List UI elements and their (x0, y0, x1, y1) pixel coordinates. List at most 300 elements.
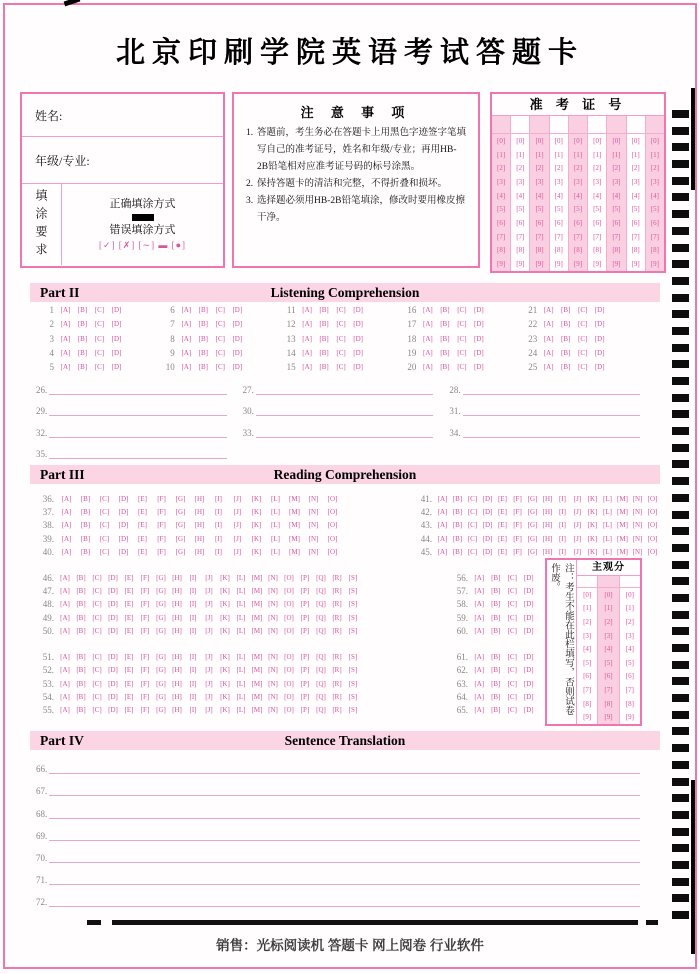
bubble-I[interactable]: [I] (559, 547, 566, 556)
digit-bubble-5[interactable]: [5] (516, 205, 525, 214)
bubble-J[interactable]: [J] (205, 626, 213, 635)
bubble-I[interactable]: [I] (189, 666, 197, 675)
digit-bubble-5[interactable]: [5] (535, 205, 544, 214)
bubble-B[interactable]: [B] (77, 306, 88, 315)
bubble-A[interactable]: [A] (543, 320, 554, 329)
bubble-H[interactable]: [H] (194, 521, 205, 530)
bubble-F[interactable]: [F] (140, 693, 150, 702)
bubble-D[interactable]: [D] (474, 306, 484, 315)
bubble-D[interactable]: [D] (108, 626, 118, 635)
digit-bubble-4[interactable]: [4] (554, 191, 563, 200)
digit-bubble-1[interactable]: [1] (583, 604, 592, 613)
bubble-C[interactable]: [C] (457, 334, 467, 343)
bubble-B[interactable]: [B] (491, 679, 501, 688)
bubble-I[interactable]: [I] (189, 600, 197, 609)
bubble-C[interactable]: [C] (92, 586, 102, 595)
bubble-D[interactable]: [D] (232, 363, 243, 372)
bubble-H[interactable]: [H] (172, 693, 182, 702)
bubble-J[interactable]: [J] (233, 534, 242, 543)
bubble-A[interactable]: [A] (423, 306, 433, 315)
bubble-M[interactable]: [M] (289, 547, 300, 556)
bubble-I[interactable]: [I] (189, 573, 197, 582)
bubble-C[interactable]: [C] (92, 706, 102, 715)
bubble-B[interactable]: [B] (76, 706, 86, 715)
bubble-O[interactable]: [O] (284, 706, 294, 715)
bubble-A[interactable]: [A] (437, 547, 448, 556)
bubble-C[interactable]: [C] (92, 653, 102, 662)
bubble-C[interactable]: [C] (507, 679, 517, 688)
digit-bubble-1[interactable]: [1] (625, 604, 634, 613)
bubble-O[interactable]: [O] (284, 653, 294, 662)
answer-write-line[interactable] (49, 897, 640, 907)
bubble-C[interactable]: [C] (92, 626, 102, 635)
bubble-Q[interactable]: [Q] (316, 600, 326, 609)
bubble-K[interactable]: [K] (220, 626, 230, 635)
bubble-B[interactable]: [B] (319, 349, 329, 358)
digit-bubble-4[interactable]: [4] (625, 645, 634, 654)
bubble-B[interactable]: [B] (77, 349, 88, 358)
bubble-C[interactable]: [C] (578, 334, 588, 343)
digit-bubble-8[interactable]: [8] (631, 246, 640, 255)
bubble-N[interactable]: [N] (268, 586, 278, 595)
bubble-C[interactable]: [C] (336, 334, 346, 343)
bubble-B[interactable]: [B] (491, 600, 501, 609)
bubble-J[interactable]: [J] (205, 666, 213, 675)
digit-bubble-7[interactable]: [7] (516, 232, 525, 241)
digit-bubble-3[interactable]: [3] (497, 177, 506, 186)
bubble-S[interactable]: [S] (348, 679, 358, 688)
digit-bubble-1[interactable]: [1] (497, 150, 506, 159)
bubble-H[interactable]: [H] (194, 494, 205, 503)
digit-bubble-8[interactable]: [8] (650, 246, 659, 255)
digit-bubble-9[interactable]: [9] (573, 260, 583, 269)
digit-write-cell[interactable] (511, 116, 529, 134)
bubble-A[interactable]: [A] (61, 534, 72, 543)
bubble-R[interactable]: [R] (332, 679, 342, 688)
bubble-N[interactable]: [N] (268, 706, 278, 715)
bubble-A[interactable]: [A] (474, 600, 485, 609)
bubble-A[interactable]: [A] (181, 334, 192, 343)
bubble-B[interactable]: [B] (80, 547, 91, 556)
bubble-A[interactable]: [A] (302, 306, 312, 315)
digit-bubble-5[interactable]: [5] (625, 658, 634, 667)
bubble-B[interactable]: [B] (76, 586, 86, 595)
bubble-B[interactable]: [B] (76, 626, 86, 635)
bubble-N[interactable]: [N] (268, 573, 278, 582)
bubble-D[interactable]: [D] (108, 666, 118, 675)
bubble-D[interactable]: [D] (523, 666, 534, 675)
digit-bubble-6[interactable]: [6] (497, 219, 506, 228)
bubble-O[interactable]: [O] (284, 573, 294, 582)
answer-write-line[interactable] (256, 406, 433, 416)
digit-bubble-0[interactable]: [0] (604, 590, 613, 599)
bubble-C[interactable]: [C] (215, 306, 225, 315)
bubble-M[interactable]: [M] (289, 521, 300, 530)
bubble-B[interactable]: [B] (198, 306, 208, 315)
bubble-F[interactable]: [F] (140, 706, 150, 715)
bubble-A[interactable]: [A] (61, 494, 72, 503)
bubble-M[interactable]: [M] (251, 586, 263, 595)
digit-bubble-3[interactable]: [3] (516, 177, 525, 186)
bubble-B[interactable]: [B] (452, 521, 463, 530)
bubble-R[interactable]: [R] (332, 613, 342, 622)
bubble-K[interactable]: [K] (220, 573, 230, 582)
bubble-C[interactable]: [C] (507, 666, 517, 675)
bubble-R[interactable]: [R] (332, 586, 342, 595)
answer-write-line[interactable] (49, 853, 640, 863)
bubble-A[interactable]: [A] (60, 693, 70, 702)
digit-write-cell[interactable] (530, 116, 548, 134)
bubble-R[interactable]: [R] (332, 653, 342, 662)
bubble-A[interactable]: [A] (423, 334, 433, 343)
bubble-H[interactable]: [H] (172, 573, 182, 582)
bubble-Q[interactable]: [Q] (316, 693, 326, 702)
bubble-H[interactable]: [H] (172, 653, 182, 662)
bubble-F[interactable]: [F] (157, 507, 166, 516)
bubble-A[interactable]: [A] (60, 679, 70, 688)
bubble-F[interactable]: [F] (513, 521, 522, 530)
bubble-A[interactable]: [A] (474, 693, 485, 702)
bubble-E[interactable]: [E] (124, 573, 134, 582)
bubble-P[interactable]: [P] (300, 573, 310, 582)
bubble-A[interactable]: [A] (302, 320, 312, 329)
bubble-K[interactable]: [K] (587, 521, 598, 530)
bubble-D[interactable]: [D] (474, 334, 484, 343)
bubble-B[interactable]: [B] (452, 507, 463, 516)
bubble-B[interactable]: [B] (561, 334, 571, 343)
bubble-A[interactable]: [A] (181, 349, 192, 358)
bubble-B[interactable]: [B] (319, 306, 329, 315)
digit-bubble-6[interactable]: [6] (583, 672, 592, 681)
bubble-A[interactable]: [A] (474, 573, 485, 582)
bubble-N[interactable]: [N] (308, 547, 319, 556)
digit-bubble-3[interactable]: [3] (593, 177, 602, 186)
bubble-C[interactable]: [C] (99, 534, 110, 543)
bubble-D[interactable]: [D] (108, 600, 118, 609)
bubble-B[interactable]: [B] (76, 600, 86, 609)
digit-bubble-0[interactable]: [0] (650, 136, 659, 145)
digit-bubble-2[interactable]: [2] (497, 164, 506, 173)
bubble-K[interactable]: [K] (251, 494, 262, 503)
bubble-C[interactable]: [C] (507, 706, 517, 715)
bubble-J[interactable]: [J] (205, 573, 213, 582)
bubble-E[interactable]: [E] (124, 693, 134, 702)
bubble-K[interactable]: [K] (587, 547, 598, 556)
bubble-B[interactable]: [B] (198, 320, 208, 329)
digit-write-cell[interactable] (550, 116, 568, 134)
bubble-L[interactable]: [L] (236, 613, 246, 622)
digit-bubble-7[interactable]: [7] (573, 232, 583, 241)
bubble-J[interactable]: [J] (573, 494, 582, 503)
bubble-M[interactable]: [M] (289, 494, 300, 503)
digit-bubble-0[interactable]: [0] (625, 590, 634, 599)
digit-bubble-6[interactable]: [6] (535, 219, 544, 228)
digit-bubble-8[interactable]: [8] (583, 699, 592, 708)
digit-bubble-0[interactable]: [0] (593, 136, 602, 145)
bubble-B[interactable]: [B] (491, 653, 501, 662)
bubble-R[interactable]: [R] (332, 706, 342, 715)
bubble-R[interactable]: [R] (332, 626, 342, 635)
bubble-N[interactable]: [N] (268, 666, 278, 675)
bubble-A[interactable]: [A] (423, 363, 433, 372)
bubble-G[interactable]: [G] (527, 521, 538, 530)
bubble-B[interactable]: [B] (198, 349, 208, 358)
bubble-N[interactable]: [N] (632, 494, 643, 503)
bubble-J[interactable]: [J] (233, 547, 242, 556)
digit-bubble-0[interactable]: [0] (516, 136, 525, 145)
bubble-A[interactable]: [A] (61, 507, 72, 516)
bubble-C[interactable]: [C] (578, 306, 588, 315)
bubble-R[interactable]: [R] (332, 666, 342, 675)
digit-write-cell[interactable] (569, 116, 587, 134)
bubble-S[interactable]: [S] (348, 653, 358, 662)
bubble-C[interactable]: [C] (578, 363, 588, 372)
bubble-E[interactable]: [E] (124, 653, 134, 662)
bubble-D[interactable]: [D] (111, 334, 122, 343)
digit-bubble-9[interactable]: [9] (516, 260, 525, 269)
digit-bubble-2[interactable]: [2] (583, 617, 592, 626)
bubble-F[interactable]: [F] (513, 494, 522, 503)
digit-bubble-4[interactable]: [4] (535, 191, 544, 200)
bubble-D[interactable]: [D] (118, 547, 129, 556)
digit-write-cell[interactable] (620, 576, 640, 588)
bubble-B[interactable]: [B] (80, 534, 91, 543)
bubble-Q[interactable]: [Q] (316, 573, 326, 582)
bubble-C[interactable]: [C] (507, 613, 517, 622)
answer-write-line[interactable] (256, 385, 433, 395)
bubble-B[interactable]: [B] (77, 320, 88, 329)
bubble-L[interactable]: [L] (271, 547, 280, 556)
bubble-D[interactable]: [D] (108, 693, 118, 702)
bubble-A[interactable]: [A] (423, 349, 433, 358)
digit-bubble-3[interactable]: [3] (625, 631, 634, 640)
bubble-B[interactable]: [B] (198, 334, 208, 343)
bubble-Q[interactable]: [Q] (316, 679, 326, 688)
bubble-I[interactable]: [I] (559, 534, 566, 543)
bubble-I[interactable]: [I] (215, 494, 222, 503)
digit-bubble-7[interactable]: [7] (650, 232, 659, 241)
digit-bubble-9[interactable]: [9] (554, 260, 563, 269)
bubble-C[interactable]: [C] (92, 679, 102, 688)
bubble-S[interactable]: [S] (348, 693, 358, 702)
bubble-I[interactable]: [I] (189, 613, 197, 622)
bubble-A[interactable]: [A] (474, 706, 485, 715)
bubble-D[interactable]: [D] (482, 521, 493, 530)
bubble-B[interactable]: [B] (76, 573, 86, 582)
bubble-C[interactable]: [C] (92, 573, 102, 582)
answer-write-line[interactable] (256, 428, 433, 438)
bubble-G[interactable]: [G] (156, 613, 166, 622)
bubble-O[interactable]: [O] (647, 547, 658, 556)
bubble-C[interactable]: [C] (99, 494, 110, 503)
bubble-G[interactable]: [G] (156, 706, 166, 715)
bubble-C[interactable]: [C] (215, 349, 225, 358)
digit-bubble-6[interactable]: [6] (573, 219, 583, 228)
answer-write-line[interactable] (49, 428, 226, 438)
bubble-R[interactable]: [R] (332, 573, 342, 582)
bubble-M[interactable]: [M] (251, 653, 263, 662)
digit-bubble-0[interactable]: [0] (535, 136, 544, 145)
bubble-E[interactable]: [E] (124, 613, 134, 622)
bubble-D[interactable]: [D] (232, 334, 243, 343)
bubble-E[interactable]: [E] (138, 507, 147, 516)
bubble-D[interactable]: [D] (108, 586, 118, 595)
bubble-G[interactable]: [G] (175, 534, 186, 543)
bubble-C[interactable]: [C] (467, 507, 478, 516)
bubble-N[interactable]: [N] (268, 693, 278, 702)
bubble-C[interactable]: [C] (92, 666, 102, 675)
answer-write-line[interactable] (49, 786, 640, 796)
bubble-N[interactable]: [N] (632, 547, 643, 556)
bubble-D[interactable]: [D] (523, 653, 534, 662)
bubble-H[interactable]: [H] (542, 547, 553, 556)
digit-bubble-2[interactable]: [2] (612, 164, 621, 173)
digit-bubble-7[interactable]: [7] (535, 232, 544, 241)
bubble-H[interactable]: [H] (172, 626, 182, 635)
bubble-N[interactable]: [N] (268, 613, 278, 622)
bubble-L[interactable]: [L] (236, 626, 246, 635)
bubble-I[interactable]: [I] (559, 494, 566, 503)
digit-bubble-4[interactable]: [4] (593, 191, 602, 200)
digit-bubble-0[interactable]: [0] (631, 136, 640, 145)
bubble-I[interactable]: [I] (559, 507, 566, 516)
bubble-B[interactable]: [B] (440, 320, 450, 329)
bubble-B[interactable]: [B] (452, 547, 463, 556)
digit-bubble-0[interactable]: [0] (612, 136, 621, 145)
bubble-I[interactable]: [I] (215, 534, 222, 543)
bubble-L[interactable]: [L] (236, 573, 246, 582)
digit-bubble-9[interactable]: [9] (612, 260, 621, 269)
bubble-D[interactable]: [D] (482, 547, 493, 556)
bubble-B[interactable]: [B] (561, 306, 571, 315)
bubble-I[interactable]: [I] (215, 521, 222, 530)
bubble-C[interactable]: [C] (94, 349, 105, 358)
bubble-B[interactable]: [B] (561, 349, 571, 358)
bubble-D[interactable]: [D] (353, 363, 363, 372)
digit-bubble-2[interactable]: [2] (604, 617, 613, 626)
digit-bubble-3[interactable]: [3] (554, 177, 563, 186)
bubble-C[interactable]: [C] (578, 320, 588, 329)
bubble-Q[interactable]: [Q] (316, 706, 326, 715)
name-write-area[interactable] (62, 94, 223, 136)
bubble-D[interactable]: [D] (232, 306, 243, 315)
answer-write-line[interactable] (49, 406, 226, 416)
bubble-E[interactable]: [E] (124, 706, 134, 715)
bubble-B[interactable]: [B] (80, 521, 91, 530)
bubble-J[interactable]: [J] (205, 613, 213, 622)
bubble-O[interactable]: [O] (284, 626, 294, 635)
bubble-D[interactable]: [D] (474, 349, 484, 358)
digit-bubble-4[interactable]: [4] (650, 191, 659, 200)
bubble-N[interactable]: [N] (308, 521, 319, 530)
bubble-K[interactable]: [K] (220, 613, 230, 622)
digit-bubble-1[interactable]: [1] (631, 150, 640, 159)
digit-bubble-0[interactable]: [0] (573, 136, 583, 145)
bubble-N[interactable]: [N] (268, 679, 278, 688)
bubble-B[interactable]: [B] (440, 306, 450, 315)
bubble-N[interactable]: [N] (308, 494, 319, 503)
digit-bubble-1[interactable]: [1] (604, 604, 613, 613)
digit-bubble-1[interactable]: [1] (516, 150, 525, 159)
bubble-D[interactable]: [D] (118, 507, 129, 516)
bubble-B[interactable]: [B] (198, 363, 208, 372)
bubble-A[interactable]: [A] (60, 306, 71, 315)
bubble-P[interactable]: [P] (300, 706, 310, 715)
bubble-E[interactable]: [E] (138, 534, 147, 543)
bubble-M[interactable]: [M] (617, 534, 628, 543)
bubble-D[interactable]: [D] (111, 306, 122, 315)
bubble-C[interactable]: [C] (457, 320, 467, 329)
digit-bubble-4[interactable]: [4] (612, 191, 621, 200)
digit-bubble-7[interactable]: [7] (583, 685, 592, 694)
bubble-C[interactable]: [C] (92, 693, 102, 702)
digit-bubble-7[interactable]: [7] (497, 232, 506, 241)
digit-bubble-1[interactable]: [1] (573, 150, 583, 159)
bubble-A[interactable]: [A] (543, 334, 554, 343)
bubble-B[interactable]: [B] (491, 626, 501, 635)
bubble-J[interactable]: [J] (573, 547, 582, 556)
bubble-A[interactable]: [A] (181, 320, 192, 329)
bubble-D[interactable]: [D] (594, 334, 605, 343)
bubble-A[interactable]: [A] (60, 320, 71, 329)
bubble-A[interactable]: [A] (437, 507, 448, 516)
bubble-O[interactable]: [O] (327, 534, 338, 543)
digit-bubble-8[interactable]: [8] (554, 246, 563, 255)
bubble-C[interactable]: [C] (467, 494, 478, 503)
digit-bubble-7[interactable]: [7] (554, 232, 563, 241)
bubble-D[interactable]: [D] (232, 349, 243, 358)
digit-bubble-8[interactable]: [8] (625, 699, 634, 708)
bubble-B[interactable]: [B] (491, 613, 501, 622)
bubble-N[interactable]: [N] (632, 534, 643, 543)
bubble-D[interactable]: [D] (474, 363, 484, 372)
bubble-C[interactable]: [C] (94, 306, 105, 315)
bubble-N[interactable]: [N] (308, 534, 319, 543)
bubble-D[interactable]: [D] (118, 494, 129, 503)
bubble-L[interactable]: [L] (271, 494, 280, 503)
bubble-A[interactable]: [A] (60, 586, 70, 595)
bubble-G[interactable]: [G] (175, 494, 186, 503)
bubble-D[interactable]: [D] (108, 653, 118, 662)
bubble-B[interactable]: [B] (319, 334, 329, 343)
answer-write-line[interactable] (49, 385, 226, 395)
bubble-C[interactable]: [C] (507, 573, 517, 582)
bubble-K[interactable]: [K] (220, 653, 230, 662)
digit-bubble-8[interactable]: [8] (573, 246, 583, 255)
bubble-C[interactable]: [C] (99, 507, 110, 516)
bubble-B[interactable]: [B] (491, 666, 501, 675)
bubble-S[interactable]: [S] (348, 613, 358, 622)
bubble-D[interactable]: [D] (523, 706, 534, 715)
bubble-M[interactable]: [M] (617, 547, 628, 556)
answer-write-line[interactable] (49, 449, 226, 459)
bubble-L[interactable]: [L] (603, 521, 612, 530)
bubble-D[interactable]: [D] (482, 507, 493, 516)
bubble-L[interactable]: [L] (271, 521, 280, 530)
digit-bubble-6[interactable]: [6] (593, 219, 602, 228)
digit-bubble-2[interactable]: [2] (573, 164, 583, 173)
bubble-G[interactable]: [G] (175, 547, 186, 556)
bubble-C[interactable]: [C] (336, 349, 346, 358)
digit-bubble-5[interactable]: [5] (604, 658, 613, 667)
bubble-B[interactable]: [B] (561, 363, 571, 372)
bubble-S[interactable]: [S] (348, 626, 358, 635)
digit-bubble-9[interactable]: [9] (497, 260, 506, 269)
digit-bubble-5[interactable]: [5] (573, 205, 583, 214)
bubble-J[interactable]: [J] (573, 507, 582, 516)
bubble-A[interactable]: [A] (60, 653, 70, 662)
digit-write-cell[interactable] (577, 576, 597, 588)
